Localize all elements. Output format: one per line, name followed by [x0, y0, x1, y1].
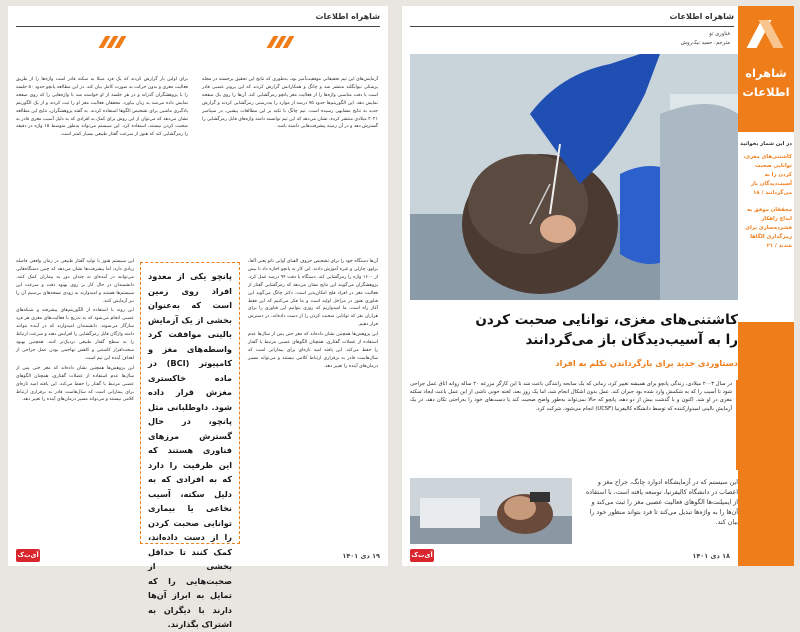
issue-date: دی ۱۴۰۱ [692, 552, 720, 560]
patient-illustration [410, 478, 572, 544]
section-title-line: اطلاعات [742, 85, 790, 99]
patient-photo [410, 478, 572, 544]
header-rule [410, 26, 734, 27]
paragraph: آن‌ها دستگاه خود را برای تشخیص حروف الفبای آوایی ناتو یعنی آلفا، براوو، چارلی و غیره آموزش دادند. این کار به پانچو اجازه داد تا بیش از ۱۶۰۰ واژه را رمزگشایی کند. دستگاه با دقت ۹۴ درصد عمل کرد. پژوهشگران می‌گویند این نتایج نشان می‌دهد که رمزگشایی گفتار از فعالیت مغز در افراد فلج امکان‌پذیر است. دکتر چانگ می‌گوید این فناوری هنوز در مراحل اولیه است و ما فکر می‌کنیم که این فقط آغاز راه است. ما امیدواریم که روزی بتوانیم این فناوری را برای هزاران نفر که توانایی صحبت کردن را از دست داده‌اند، در دسترس قرار دهیم. [248, 259, 378, 328]
section-banner [738, 6, 794, 132]
toc-item[interactable]: محققان موفق به ابداع راهکار فشرده‌سازی برای رمزگذاری الگاها شدند / ۲۱ [745, 207, 792, 249]
side-stripe [738, 322, 794, 566]
page-number: ۱۹ [372, 552, 380, 560]
body-column [16, 258, 134, 548]
rubric-label: شاهراه اطلاعات [315, 12, 380, 21]
paragraph: این پژوهش‌ها همچنین نشان داده‌اند که مغز حتی پس از سال‌ها عدم استفاده از عضلات گفتاری، همچنان الگوهای عصبی مرتبط با گفتار را حفظ می‌کند. این یافته امید تازه‌ای برای بیمارانی است که سال‌هاست قادر به برقراری ارتباط کلامی نیستند و می‌تواند مسیر درمان‌های آینده را تغییر دهد. [248, 332, 378, 369]
surgery-illustration [410, 54, 738, 300]
magazine-logo: آی‌ت‌ک [16, 549, 40, 562]
ornament-icon [266, 36, 296, 48]
headline-line: کاشتنی‌های مغزی، توانایی صحبت کردن [475, 312, 738, 328]
teaser-text: این سیستم که در آزمایشگاه ادوارد چانگ، جراح مغز و اعصاب در دانشگاه کالیفرنیا، توسعه یافته است، با استفاده از ایمپلنت‌ها الگوهای فعالیت عصبی مغز را ثبت می‌کند و آن‌ها را به واژه‌ها تبدیل می‌کند تا فرد بتواند منظور خود را بیان کند. [586, 479, 738, 526]
body-column [248, 258, 378, 548]
page-footer [342, 552, 380, 560]
toc-heading: در این شمار بخوانید [740, 141, 792, 147]
paragraph: این سیستم هنوز با تولید گفتار طبیعی در زمان واقعی فاصله زیادی دارد، اما پیشرفت‌ها نشان می‌دهد که چنین دستگاه‌هایی می‌توانند در آینده‌ای نه چندان دور به بیماران کمک کنند. دانشمندان در حال کار بر روی بهبود دقت و سرعت این سیستم‌ها هستند و امیدوارند به زودی نسخه‌های بی‌سیم آن را نیز آزمایش کنند. [16, 259, 134, 304]
left-page [8, 6, 388, 629]
toc-item[interactable]: کاشتنی‌های مغزی، توانایی صحبت کردن را به آسیب‌دیدگان باز می‌گردانند / ۱۸ [743, 154, 792, 196]
toc-box [740, 140, 792, 251]
header-rule [16, 26, 380, 27]
paragraph: برای اولین بار گزارش کردند که یک فرد مبتلا به سکته قادر است واژه‌ها را از طریق فعالیت مغزی و بدون حرکت به صورت کامل بیان کند. در این مطالعه پانچو حدود ۵۰ جلسه را با پژوهشگران گذراند و در هر جلسه از او خواسته شد تا واژه‌هایی را که روی صفحه نمایش داده می‌شد به زبان بیاورد. محققان فعالیت مغز او را ثبت کردند و از یک الگوریتم یادگیری ماشین برای تشخیص الگوها استفاده کردند. به گفته پژوهشگران، نتایج این مطالعه نشان می‌دهد که می‌توان از این روش برای کمک به افرادی که به دلیل آسیب مغزی قادر به صحبت کردن نیستند، استفاده کرد. این سیستم می‌تواند به‌طور متوسط ۱۵ واژه در دقیقه را رمزگشایی کند که هنوز از سرعت گفتار طبیعی بسیار کمتر است. [16, 77, 188, 138]
page-number: ۱۸ [722, 552, 730, 560]
chevron-logo-icon [750, 18, 784, 52]
translator: مترجم: حمید نیک‌روش [680, 40, 730, 46]
article-subheadline: دستاوردی جدید برای بازگرداندن تکلم به افراد [555, 358, 738, 368]
pull-quote-text: پانچو یکی از معدود افراد روی زمین است که به‌عنوان بخشی از یک آزمایش بالینی موافقت کرد واسطه‌های مغز و کامپیوتر (BCI) در ماده خاکستری مغزش قرار داده شود. داوطلبانی مثل پانچو، در حال گسترش مرزهای فناوری هستند که این ظرفیت را دارد که به افرادی که به دلیل سکته، آسیب نخاعی یا بیماری توانایی صحبت کردن را از دست داده‌اند، کمک کنند تا حداقل بخشی از صحبت‌هایی را که تمایل به ابراز آن‌ها دارند با دیگران به اشتراک بگذارند. [148, 271, 232, 629]
section-title-line: شاهراه [745, 66, 787, 80]
issue-date: دی ۱۴۰۱ [342, 552, 370, 560]
headline-line: را به آسیب‌دیدگان باز می‌گردانند [525, 332, 738, 348]
paragraph: این روند با استفاده از الگوریتم‌های پیشرفته و شبکه‌های عصبی انجام می‌شود که به تدریج با فعالیت‌های مغزی هر فرد سازگار می‌شوند. دانشمندان امیدوارند که در آینده بتوانند دامنه واژگان قابل رمزگشایی را افزایش دهند و سرعت ارتباط را به سطح گفتار طبیعی نزدیک‌تر کنند. همچنین بهبود سخت‌افزار کاشتنی و کاهش تهاجمی بودن عمل جراحی از اهداف آینده این تیم است. [16, 308, 134, 361]
author: فناوری تو [709, 31, 730, 37]
lead-paragraph: در سال ۲۰۰۳ میلادی، زندگی پانچو برای همیشه تغییر کرد، زمانی که یک سانحه رانندگی باعث شد تا این کارگر مزرعه ۲۰ ساله روانه اتاق عمل جراحی شود تا آسیب را که به شکمش وارد شده بود جبران کند. عمل بدون اشکال انجام شد، اما یک روز بعد، لخته خونی ناشی از این عمل باعث ایجاد سکته مغزی در او شد. اکنون و با گذشت بیش از دو دهه، پانچو که حالا نمی‌تواند به‌طور واضح صحبت کند یا دست‌های خود را به‌راحتی تکان دهد، در یک آزمایش بالینی امیدوارکننده که توسط دانشگاه کالیفرنیا (UCSF) انجام می‌شود، شرکت کرد. [410, 380, 738, 470]
magazine-logo: آی‌ت‌ک [410, 549, 434, 562]
byline [570, 30, 730, 48]
body-column [16, 76, 188, 254]
ornament-icon [98, 36, 128, 48]
right-page [402, 6, 794, 566]
rubric-label: شاهراه اطلاعات [669, 12, 734, 21]
surgery-photo [410, 54, 738, 300]
article-headline [410, 310, 738, 350]
pull-quote [140, 262, 240, 629]
body-column [202, 76, 378, 254]
paragraph: آزمایش‌های این تیم تحقیقاتی موفقیت‌آمیز بود، به‌طوری که نتایج این تحقیق برجسته در مجله پزشکی نیوانگلند منتشر شد و چانگ و همکارانش گزارش کردند که این پروتز عصبی قادر است با دقت مناسبی واژه‌ها را از فعالیت مغز پانچو رمزگشایی کند. آن‌ها را روی یک صفحه نمایش دهد. این الگوریتم‌ها حدود ۷۵ درصد از موارد را به‌درستی رمزگشایی کردند و گزارش جدید به نتایج مشابهی رسیده است. تیم چانگ با تکیه بر این مطالعات پیشین، در سپتامبر ۲۰۲۱ میلادی منتشر کرده، نشان می‌دهد که این تیم توانسته دامنه واژه‌های قابل رمزگشایی را گسترش دهد و در آن زمینه پیشرفت‌هایی داشته باشد. [202, 77, 378, 130]
section-title [741, 64, 791, 102]
paragraph: این پژوهش‌ها همچنین نشان داده‌اند که مغز حتی پس از سال‌ها عدم استفاده از عضلات گفتاری، همچنان الگوهای عصبی مرتبط با گفتار را حفظ می‌کند. این یافته امید تازه‌ای برای بیمارانی است که سال‌هاست قادر به برقراری ارتباط کلامی نیستند و می‌تواند مسیر درمان‌های آینده را تغییر دهد. [16, 365, 134, 403]
page-footer [692, 552, 730, 560]
